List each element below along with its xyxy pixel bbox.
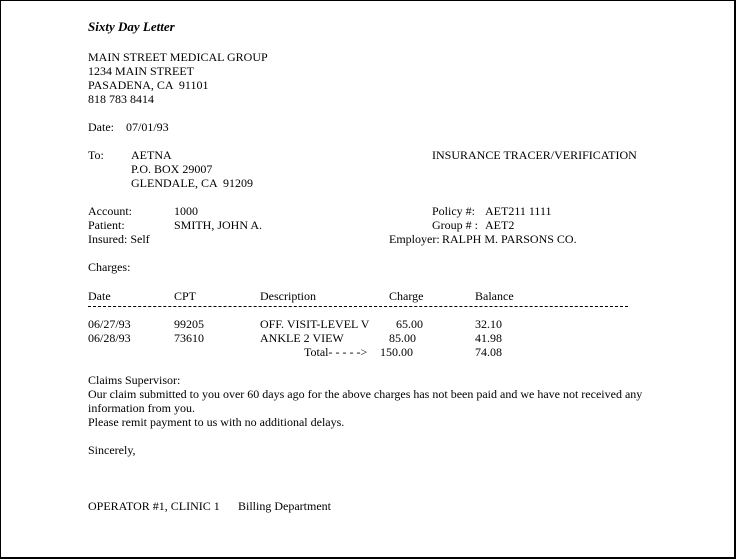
date-label: Date: <box>88 120 114 134</box>
patient-value: SMITH, JOHN A. <box>174 218 263 232</box>
body-line-2: information from you. <box>88 401 195 415</box>
employer-value: RALPH M. PARSONS CO. <box>442 232 577 246</box>
body-line-3: Please remit payment to us with no additional delays. <box>88 415 345 429</box>
group-label: Group # : <box>432 218 478 232</box>
account-value: 1000 <box>174 204 198 218</box>
insured-label: Insured: Self <box>88 232 150 246</box>
row-date: 06/27/93 <box>88 317 131 331</box>
recipient-name: AETNA <box>131 148 172 162</box>
patient-label: Patient: <box>88 218 125 232</box>
row-charge: 65.00 <box>396 317 423 331</box>
total-label: Total- - - - -> <box>304 345 368 359</box>
policy-label: Policy #: <box>432 204 476 218</box>
body-line-1: Our claim submitted to you over 60 days ago for the above charges has not been paid and we have not received any <box>88 387 643 401</box>
to-label: To: <box>88 148 104 162</box>
row-description: OFF. VISIT-LEVEL V <box>260 317 370 331</box>
department-signature: Billing Department <box>238 499 331 513</box>
group-value: AET2 <box>485 218 515 232</box>
letter-title: Sixty Day Letter <box>88 19 175 34</box>
row-charge: 85.00 <box>389 331 416 345</box>
salutation: Claims Supervisor: <box>88 373 181 387</box>
total-charge: 150.00 <box>380 345 413 359</box>
table-divider <box>88 306 628 307</box>
row-description: ANKLE 2 VIEW <box>260 331 344 345</box>
col-header-balance: Balance <box>475 289 514 303</box>
row-cpt: 99205 <box>174 317 204 331</box>
employer-label: Employer: <box>389 232 440 246</box>
policy-value: AET211 1111 <box>485 204 552 218</box>
closing: Sincerely, <box>88 443 136 457</box>
sender-name: MAIN STREET MEDICAL GROUP <box>88 50 268 64</box>
sender-street: 1234 MAIN STREET <box>88 64 194 78</box>
row-date: 06/28/93 <box>88 331 131 345</box>
form-title: INSURANCE TRACER/VERIFICATION <box>432 148 637 162</box>
col-header-date: Date <box>88 289 111 303</box>
date-value: 07/01/93 <box>126 120 169 134</box>
col-header-description: Description <box>260 289 316 303</box>
charges-label: Charges: <box>88 260 131 274</box>
operator-signature: OPERATOR #1, CLINIC 1 <box>88 499 220 513</box>
row-balance: 41.98 <box>475 331 502 345</box>
col-header-charge: Charge <box>389 289 424 303</box>
sender-phone: 818 783 8414 <box>88 92 154 106</box>
recipient-city: GLENDALE, CA 91209 <box>131 176 253 190</box>
col-header-cpt: CPT <box>174 289 197 303</box>
row-balance: 32.10 <box>475 317 502 331</box>
total-balance: 74.08 <box>475 345 502 359</box>
sender-city: PASADENA, CA 91101 <box>88 78 209 92</box>
account-label: Account: <box>88 204 132 218</box>
row-cpt: 73610 <box>174 331 204 345</box>
recipient-street: P.O. BOX 29007 <box>131 162 213 176</box>
